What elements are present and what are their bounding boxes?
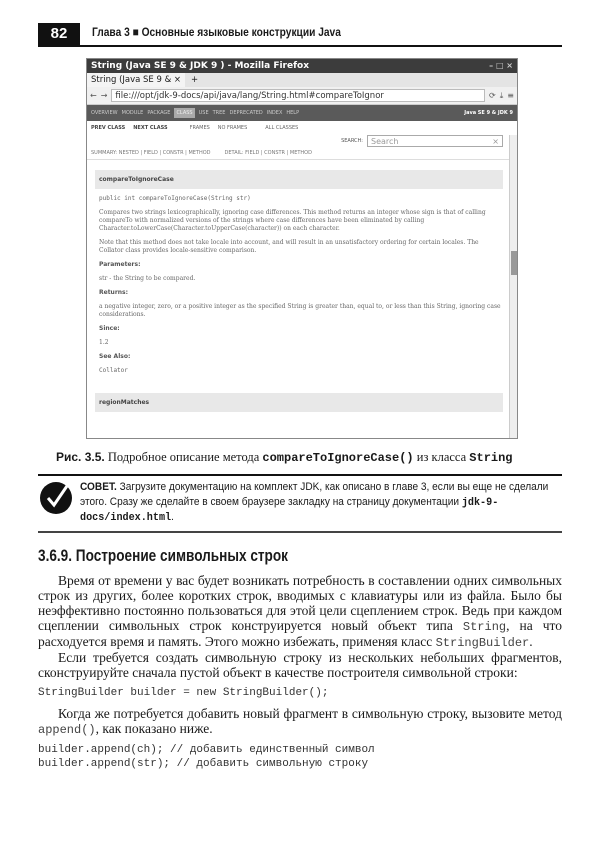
scrollbar-thumb[interactable] xyxy=(511,251,517,275)
paragraph-1 xyxy=(38,573,562,650)
method-heading: compareToIgnoreCase xyxy=(95,170,503,189)
section-heading: 3.6.9. Построение символьных строк xyxy=(38,546,288,565)
method-note: Note that this method does not take locale into account, and will result in an unsatisfactory ordering for certain locales. The Collator class provides locale-sensitive comparison. xyxy=(99,239,479,254)
nav-tree[interactable]: TREE xyxy=(212,110,226,116)
parameters-text: str - the String to be compared. xyxy=(99,275,196,282)
browser-tab[interactable] xyxy=(87,73,185,87)
window-titlebar xyxy=(87,59,517,73)
tip-code: jdk-9-docs/index.html xyxy=(80,497,499,524)
since-label: Since: xyxy=(99,325,120,332)
header-rule xyxy=(38,45,562,47)
tip-text: Загрузите документацию на комплект JDK, как описано в главе 3, если вы еще не сделали этого. Сразу же сделайте в своем браузере закладку на страницу документации xyxy=(80,481,549,508)
p3-text-2: , как показано ниже. xyxy=(95,721,213,736)
p1-code: String xyxy=(462,620,507,634)
p3-code: append() xyxy=(38,723,96,737)
detail-links[interactable]: DETAIL: FIELD | CONSTR | METHOD xyxy=(224,150,312,156)
paragraph-3 xyxy=(38,706,562,737)
checkmark-icon xyxy=(40,482,72,514)
returns-label: Returns: xyxy=(99,289,129,296)
download-icon[interactable]: ⤓ xyxy=(499,90,504,100)
tip-label: СОВЕТ. xyxy=(80,481,117,493)
code-line: builder.append(str); // добавить символьную строку xyxy=(38,758,369,770)
p3-text: Когда же потребуется добавить новый фрагмент в символьную строку, вызовите метод xyxy=(58,706,562,721)
p1-text: Время от времени у вас будет возникать потребность в составлении одних символьных строк из других, более коротких строк, вводимых с клавиатуры или из файла. Было бы неэффективно постоянно пользоваться для этой цели сцеплением строк. Ведь при каждом сцеплении символьных строк конструируется новый объект типа xyxy=(38,573,562,633)
p1-text-2: , на что расходуется время и память. Этого можно избежать, применяя класс xyxy=(38,618,562,649)
tip-end: . xyxy=(171,511,174,523)
figure-caption xyxy=(56,450,513,465)
code-line: builder.append(ch); // добавить единственный символ xyxy=(38,744,375,756)
search-label: SEARCH: xyxy=(341,138,363,144)
code-line: StringBuilder builder = new StringBuilder(); xyxy=(38,687,329,699)
caption-text-2: из класса xyxy=(413,450,470,464)
nav-index[interactable]: INDEX xyxy=(266,110,283,116)
see-also-label: See Also: xyxy=(99,353,131,360)
doc-navbar xyxy=(87,105,517,121)
nav-help[interactable]: HELP xyxy=(286,110,300,116)
summary-links[interactable]: SUMMARY: NESTED | FIELD | CONSTR | METHOD xyxy=(91,150,211,156)
nav-use[interactable]: USE xyxy=(198,110,209,116)
tip-rule-bottom xyxy=(38,531,562,533)
forward-icon[interactable]: → xyxy=(100,91,108,100)
close-tab-icon[interactable]: × xyxy=(173,75,181,85)
back-icon[interactable]: ← xyxy=(90,91,97,100)
new-tab-icon[interactable]: + xyxy=(191,75,199,85)
caption-code: compareToIgnoreCase() xyxy=(262,451,414,465)
nav-deprecated[interactable]: DEPRECATED xyxy=(229,110,263,116)
version-label: Java SE 9 & JDK 9 xyxy=(464,110,513,116)
nav-package[interactable]: PACKAGE xyxy=(147,110,171,116)
search-placeholder: Search xyxy=(371,137,399,146)
caption-label: Рис. 3.5. xyxy=(56,450,105,464)
menu-icon[interactable]: ≡ xyxy=(507,91,514,100)
scrollbar[interactable] xyxy=(509,135,517,438)
tab-label: String (Java SE 9 & xyxy=(91,75,172,85)
frames-link[interactable]: FRAMES xyxy=(189,125,210,131)
p1-text-3: . xyxy=(529,634,533,649)
next-class-link[interactable]: NEXT CLASS xyxy=(133,125,168,131)
paragraph-2: Если требуется создать символьную строку из нескольких небольших фрагментов, сконструируйте сначала пустой объект в качестве построителя символьной строки: xyxy=(38,650,562,680)
caption-code-2: String xyxy=(469,451,513,465)
nav-class[interactable]: CLASS xyxy=(176,110,193,116)
nav-module[interactable]: MODULE xyxy=(121,110,144,116)
returns-text: a negative integer, zero, or a positive integer as the specified String is greater than, equal to, or less than this String, ignoring case considerations. xyxy=(99,303,501,318)
all-classes-link[interactable]: ALL CLASSES xyxy=(265,125,299,131)
see-also-link[interactable]: Collator xyxy=(99,367,128,374)
browser-screenshot xyxy=(86,58,518,439)
search-input[interactable] xyxy=(367,135,503,147)
running-title: Глава 3 ■ Основные языковые конструкции Java xyxy=(92,25,341,39)
no-frames-link[interactable]: NO FRAMES xyxy=(217,125,248,131)
tip-rule-top xyxy=(38,474,562,476)
parameters-label: Parameters: xyxy=(99,261,141,268)
nav-overview[interactable]: OVERVIEW xyxy=(91,110,118,116)
reload-icon[interactable]: ⟳ xyxy=(489,91,496,100)
page-number: 82 xyxy=(38,23,80,45)
next-method-heading: regionMatches xyxy=(95,393,503,412)
url-field[interactable]: file:///opt/jdk-9-docs/api/java/lang/String.html#compareToIgnor xyxy=(111,89,485,102)
method-description: Compares two strings lexicographically, ignoring case differences. This method returns an integer whose sign is that of calling compareTo with normalized versions of the strings where case differences have been eliminated by calling Character.toLowerCase(Character.toUpperCase(character)) on each character. xyxy=(99,209,486,232)
window-controls-icon[interactable]: – □ × xyxy=(489,61,513,70)
window-title: String (Java SE 9 & JDK 9 ) - Mozilla Firefox xyxy=(91,61,309,71)
p1-code-2: StringBuilder xyxy=(435,636,530,650)
clear-search-icon[interactable]: × xyxy=(492,137,499,146)
prev-class-link[interactable]: PREV CLASS xyxy=(91,125,126,131)
tip-box xyxy=(80,480,558,525)
caption-text: Подробное описание метода xyxy=(104,450,263,464)
body-text xyxy=(38,573,562,771)
method-signature: public int compareToIgnoreCase(String str) xyxy=(99,195,251,202)
since-value: 1.2 xyxy=(99,339,109,346)
